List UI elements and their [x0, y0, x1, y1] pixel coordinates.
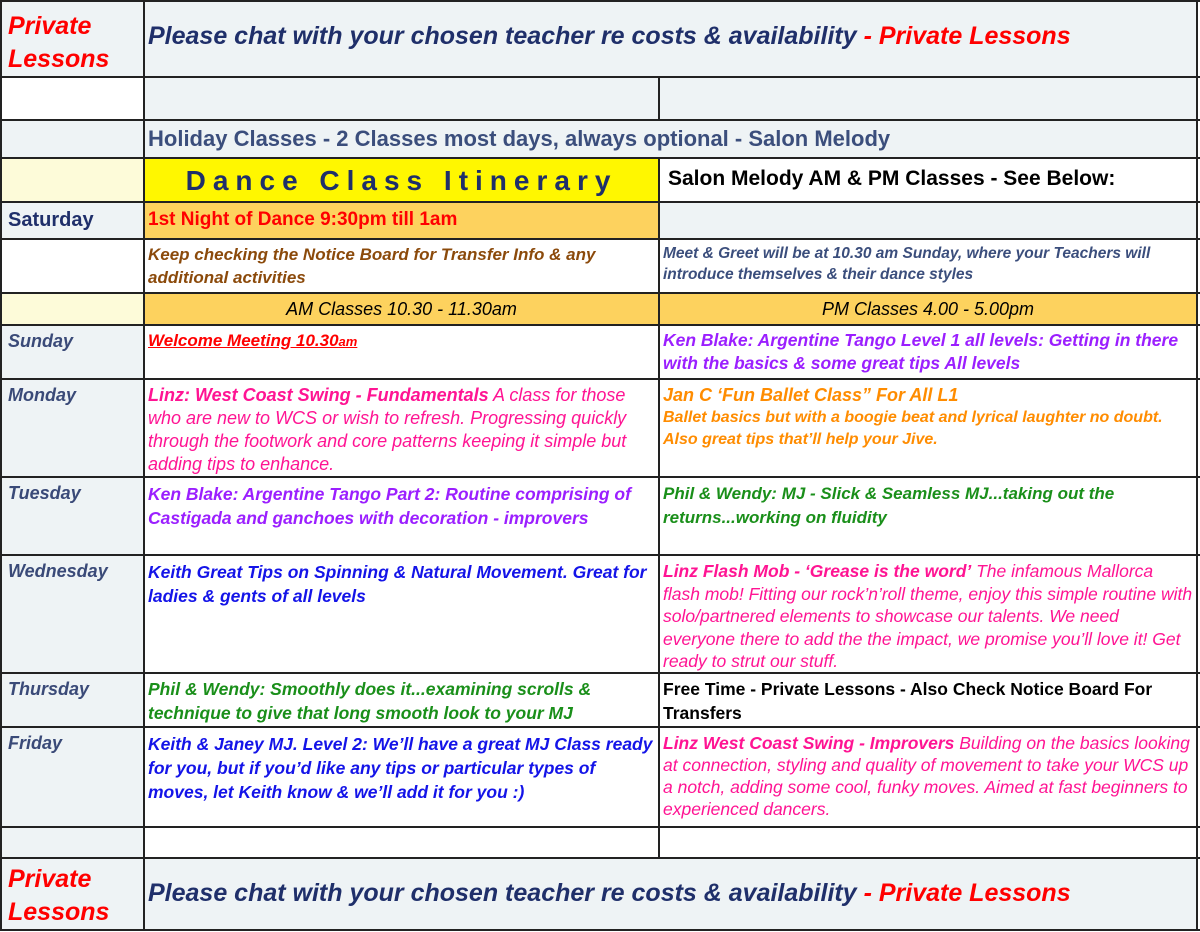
table-bottom-border [0, 929, 1200, 931]
private-lessons-message-bottom [145, 859, 1198, 929]
saturday-event-text: 1st Night of Dance 9:30pm till 1am [148, 209, 458, 230]
notice-text: Keep checking the Notice Board for Transfer Info & any additional activities [148, 245, 596, 287]
title-empty-cell [0, 159, 145, 201]
monday-day-text: Monday [8, 385, 77, 405]
spacer-cell [660, 78, 1198, 119]
thursday-day-text: Thursday [8, 679, 90, 699]
private-lessons-row-bottom [0, 857, 1200, 929]
private-lessons-label [0, 2, 145, 76]
holiday-heading-text: Holiday Classes - 2 Classes most days, always optional - Salon Melody [148, 126, 891, 151]
thursday-row [0, 672, 1200, 726]
salon-heading-text: Salon Melody AM & PM Classes - See Below: [668, 167, 1116, 190]
friday-pm-content [663, 732, 1193, 820]
friday-day-text: Friday [8, 733, 63, 753]
spacer-row-bottom [0, 826, 1200, 857]
monday-pm-title: Jan C ‘Fun Ballet Class” For All L1 [663, 385, 959, 405]
spacer-cell [660, 828, 1198, 857]
class-times-empty-cell [0, 294, 145, 324]
pm-header-text: PM Classes 4.00 - 5.00pm [821, 299, 1035, 319]
spacer-row [0, 76, 1200, 119]
thursday-am-text: Phil & Wendy: Smoothly does it...examining scrolls & technique to give that long smooth look to your MJ [148, 679, 592, 723]
sunday-day-text: Sunday [8, 331, 74, 351]
sunday-am-title: Welcome Meeting 10.30 [148, 331, 339, 350]
sunday-row [0, 324, 1200, 378]
wednesday-day-text: Wednesday [8, 561, 108, 581]
meet-greet-cell [660, 240, 1198, 292]
monday-row [0, 378, 1200, 476]
sunday-day [0, 326, 145, 378]
wednesday-pm-title: Linz Flash Mob - ‘Grease is the word’ [663, 561, 972, 581]
friday-pm-body: Building on the basics looking at connection, styling and quality of movement to take your WCS up a notch, adding some cool, funky moves. Aimed at fast beginners to experienced dancers. [663, 733, 1190, 819]
sunday-pm [660, 326, 1198, 378]
friday-day [0, 728, 145, 826]
notice-cell [145, 240, 660, 292]
private-lessons-suffix: - Private Lessons [856, 22, 1071, 50]
monday-pm [660, 380, 1198, 476]
tuesday-pm-text: Phil & Wendy: MJ - Slick & Seamless MJ...taking out the returns...working on fluidity [663, 484, 1115, 527]
meet-greet-text: Meet & Greet will be at 10.30 am Sunday, where your Teachers will introduce themselves & their dance styles [663, 245, 1151, 283]
sunday-pm-text: Ken Blake: Argentine Tango Level 1 all levels: Getting in there with the basics & some great tips All levels [663, 330, 1179, 373]
monday-am [145, 380, 660, 476]
friday-row [0, 726, 1200, 826]
friday-am [145, 728, 660, 826]
spacer-cell [0, 78, 145, 119]
private-lessons-message-text: Please chat with your chosen teacher re costs & availability [148, 22, 857, 50]
title-row [0, 157, 1200, 201]
holiday-empty-cell [0, 121, 145, 157]
wednesday-pm [660, 556, 1198, 672]
holiday-row [0, 119, 1200, 157]
salon-heading [660, 159, 1198, 201]
thursday-day [0, 674, 145, 726]
tuesday-row [0, 476, 1200, 554]
holiday-heading [145, 121, 1198, 157]
wednesday-pm-content [663, 560, 1193, 673]
wednesday-am [145, 556, 660, 672]
wednesday-row [0, 554, 1200, 672]
private-lessons-label-bottom-text: Private Lessons [8, 865, 110, 926]
wednesday-am-text: Keith Great Tips on Spinning & Natural Movement. Great for ladies & gents of all levels [148, 562, 647, 606]
saturday-row [0, 201, 1200, 238]
thursday-pm [660, 674, 1198, 726]
thursday-pm-text: Free Time - Private Lessons - Also Check Notice Board For Transfers [663, 679, 1153, 723]
sunday-am-suffix: am [338, 334, 358, 349]
sunday-am [145, 326, 660, 378]
thursday-am [145, 674, 660, 726]
private-lessons-label-text: Private Lessons [8, 12, 110, 73]
tuesday-day [0, 478, 145, 554]
tuesday-am-text: Ken Blake: Argentine Tango Part 2: Routine comprising of Castigada and ganchoes with decoration - improvers [148, 484, 631, 528]
notice-empty-cell [0, 240, 145, 292]
wednesday-day [0, 556, 145, 672]
tuesday-day-text: Tuesday [8, 483, 81, 503]
private-lessons-row-top [0, 0, 1200, 76]
monday-am-title: Linz: West Coast Swing - Fundamentals [148, 385, 489, 405]
notice-row [0, 238, 1200, 292]
private-lessons-label-bottom [0, 859, 145, 929]
monday-am-content [148, 384, 655, 476]
monday-pm-body: Ballet basics but with a boogie beat and lyrical laughter no doubt. Also great tips that’ll help your Jive. [663, 409, 1163, 448]
spacer-cell [145, 828, 660, 857]
friday-pm-title: Linz West Coast Swing - Improvers [663, 733, 955, 753]
saturday-day-text: Saturday [8, 209, 94, 231]
private-lessons-suffix-bottom: - Private Lessons [856, 879, 1071, 907]
friday-pm [660, 728, 1198, 826]
monday-day [0, 380, 145, 476]
friday-am-text: Keith & Janey MJ. Level 2: We’ll have a great MJ Class ready for you, but if you’d like any tips or particular types of moves, let Keith know & we’ll add it for you :) [148, 734, 653, 802]
tuesday-am [145, 478, 660, 554]
itinerary-title-text: Dance Class Itinerary [185, 165, 618, 196]
spacer-cell [0, 828, 145, 857]
monday-am-body: A class for those who are new to WCS or wish to refresh. Progressing quickly through the footwork and core patterns keeping it simple but adding tips to enhance. [148, 385, 627, 474]
saturday-empty-cell [660, 203, 1198, 238]
saturday-day [0, 203, 145, 238]
spacer-cell [145, 78, 660, 119]
am-header [145, 294, 660, 324]
private-lessons-message-bottom-text: Please chat with your chosen teacher re costs & availability [148, 879, 857, 907]
itinerary-title [145, 159, 660, 201]
saturday-event [145, 203, 660, 238]
tuesday-pm [660, 478, 1198, 554]
pm-header [660, 294, 1198, 324]
wednesday-pm-body: The infamous Mallorca flash mob! Fitting our rock’n’roll theme, enjoy this simple routine with solo/partnered elements to showcase our talents. We need everyone there to add the the impact, we promise you’ll love it! Get ready to strut our stuff. [663, 561, 1193, 671]
private-lessons-message [145, 2, 1198, 76]
class-times-row [0, 292, 1200, 324]
am-header-text: AM Classes 10.30 - 11.30am [286, 299, 517, 319]
